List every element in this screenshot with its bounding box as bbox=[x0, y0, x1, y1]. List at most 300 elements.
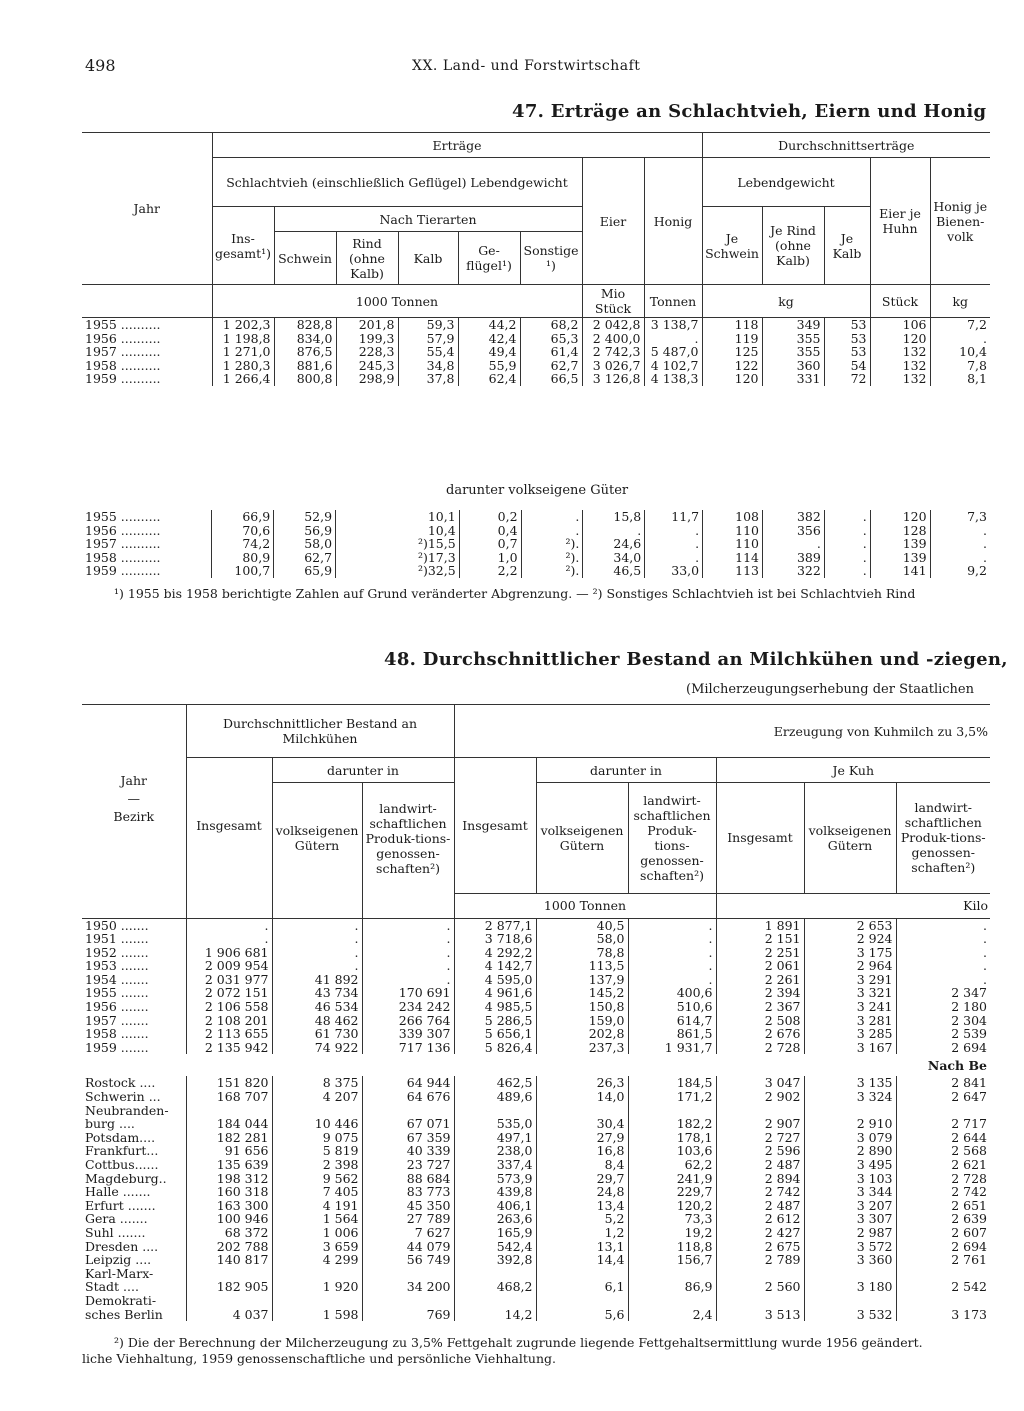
table-cell: 7,3 bbox=[930, 510, 990, 524]
table-cell: 110 bbox=[703, 524, 763, 538]
row-label: Magdeburg.. bbox=[85, 1170, 167, 1186]
table-cell: 3 173 bbox=[896, 1308, 990, 1322]
table-row bbox=[82, 973, 990, 987]
table-row bbox=[82, 1212, 990, 1226]
table-row bbox=[82, 1253, 990, 1267]
table-cell: 462,5 bbox=[454, 1076, 536, 1090]
table-cell: 1 266,4 bbox=[212, 372, 274, 386]
page-number: 498 bbox=[85, 56, 116, 75]
table-row bbox=[82, 1076, 990, 1090]
table-cell: 120 bbox=[870, 510, 930, 524]
table-cell: 170 691 bbox=[362, 986, 454, 1000]
table-cell: 439,8 bbox=[454, 1185, 536, 1199]
table-cell: 3 207 bbox=[804, 1199, 896, 1213]
row-label: 1955 .......... bbox=[85, 317, 161, 332]
table-cell: 2 106 558 bbox=[186, 1000, 272, 1014]
table-cell: 46,5 bbox=[583, 564, 645, 578]
table-cell: 61,4 bbox=[520, 345, 582, 359]
table-cell: 406,1 bbox=[454, 1199, 536, 1213]
table-cell: . bbox=[362, 946, 454, 960]
table-row bbox=[82, 1104, 990, 1118]
table-cell: . bbox=[896, 946, 990, 960]
table-cell bbox=[716, 1104, 804, 1118]
table-cell bbox=[272, 1267, 362, 1281]
table-cell: . bbox=[583, 524, 645, 538]
table-cell: 1 564 bbox=[272, 1212, 362, 1226]
unit-1000-tonnen-48: 1000 Tonnen bbox=[454, 893, 716, 918]
table-cell: . bbox=[645, 524, 703, 538]
table-cell bbox=[628, 1267, 716, 1281]
table-cell: ²)32,5 bbox=[336, 564, 460, 578]
table-cell: 182,2 bbox=[628, 1117, 716, 1131]
table-cell: 2 539 bbox=[896, 1027, 990, 1041]
table-row bbox=[82, 1041, 990, 1055]
table-cell: . bbox=[896, 973, 990, 987]
running-head: XX. Land- und Forstwirtschaft bbox=[412, 58, 641, 74]
table-cell: 2 151 bbox=[716, 932, 804, 946]
table-cell: 769 bbox=[362, 1308, 454, 1322]
table-cell: ²)17,3 bbox=[336, 551, 460, 565]
table-cell: 2 251 bbox=[716, 946, 804, 960]
table-47-volkseigen-body bbox=[82, 510, 990, 578]
table-cell: 3 572 bbox=[804, 1240, 896, 1254]
table-cell: 202 788 bbox=[186, 1240, 272, 1254]
table-row bbox=[82, 551, 990, 565]
group-erzeugung: Erzeugung von Kuhmilch zu 3,5% bbox=[454, 705, 990, 758]
table-cell: . bbox=[930, 332, 990, 346]
table-cell: 2 398 bbox=[272, 1158, 362, 1172]
table-cell: 15,8 bbox=[583, 510, 645, 524]
table-cell: 237,3 bbox=[536, 1041, 628, 1055]
table-cell: 100,7 bbox=[212, 564, 274, 578]
table-row bbox=[82, 1294, 990, 1308]
table-cell: 56,9 bbox=[274, 524, 336, 538]
table-cell: 49,4 bbox=[458, 345, 520, 359]
col-je-rind: Je Rind (ohne Kalb) bbox=[762, 207, 824, 285]
table-cell bbox=[454, 1267, 536, 1281]
table-cell: 717 136 bbox=[362, 1041, 454, 1055]
table-cell: . bbox=[272, 932, 362, 946]
table-cell: 78,8 bbox=[536, 946, 628, 960]
table-cell: 83 773 bbox=[362, 1185, 454, 1199]
table-cell bbox=[454, 1104, 536, 1118]
table-cell: 45 350 bbox=[362, 1199, 454, 1213]
group-erz-darunter: darunter in bbox=[536, 758, 716, 783]
table-cell: 140 817 bbox=[186, 1253, 272, 1267]
table-cell: 113 bbox=[703, 564, 763, 578]
table-cell: . bbox=[272, 918, 362, 932]
table-cell: 489,6 bbox=[454, 1090, 536, 1104]
table-cell: 56 749 bbox=[362, 1253, 454, 1267]
table-cell: . bbox=[930, 551, 990, 565]
table-cell: 3 079 bbox=[804, 1131, 896, 1145]
table-cell: 4 207 bbox=[272, 1090, 362, 1104]
col-eier-je-huhn: Eier je Huhn bbox=[870, 158, 930, 285]
table-cell: 70,6 bbox=[212, 524, 274, 538]
table-row bbox=[82, 372, 990, 386]
table-cell: 3 307 bbox=[804, 1212, 896, 1226]
table-cell: 2 890 bbox=[804, 1144, 896, 1158]
table-row bbox=[82, 1144, 990, 1158]
unit-kg-honig: kg bbox=[930, 285, 990, 318]
table-cell bbox=[896, 1294, 990, 1308]
table-row bbox=[82, 1267, 990, 1281]
row-label: 1952 ....... bbox=[85, 944, 149, 960]
table-cell: 3 180 bbox=[804, 1280, 896, 1294]
table-cell: 238,0 bbox=[454, 1144, 536, 1158]
table-cell: 113,5 bbox=[536, 959, 628, 973]
footnote-48-1: ²) Die der Berechnung der Milcherzeugung zu 3,5% Fettgehalt zugrunde liegende Fettgehaltsermittlung wurde 1956 geändert. bbox=[114, 1335, 923, 1350]
col-erz-insgesamt: Insgesamt bbox=[454, 758, 536, 894]
table-cell: 5,6 bbox=[536, 1308, 628, 1322]
table-cell: 3 659 bbox=[272, 1240, 362, 1254]
table-cell: 614,7 bbox=[628, 1014, 716, 1028]
table-47 bbox=[82, 132, 990, 386]
table-cell: 11,7 bbox=[645, 510, 703, 524]
table-cell: 182 281 bbox=[186, 1131, 272, 1145]
table-cell: 137,9 bbox=[536, 973, 628, 987]
table-cell: 7 627 bbox=[362, 1226, 454, 1240]
table-cell: . bbox=[824, 510, 870, 524]
table-cell: 1 931,7 bbox=[628, 1041, 716, 1055]
group-bestand: Durchschnittlicher Bestand an Milchkühen bbox=[186, 705, 454, 758]
row-label: 1955 .......... bbox=[85, 509, 161, 524]
table-cell: 3 135 bbox=[804, 1076, 896, 1090]
table-cell: 2 621 bbox=[896, 1158, 990, 1172]
table-cell: . bbox=[762, 537, 824, 551]
table-row bbox=[82, 510, 990, 524]
table-cell: . bbox=[272, 959, 362, 973]
table-cell: 3 495 bbox=[804, 1158, 896, 1172]
table-cell: 4 961,6 bbox=[454, 986, 536, 1000]
col-bestand-volkseigen: volkseigenen Gütern bbox=[272, 783, 362, 894]
table-cell: 2 894 bbox=[716, 1172, 804, 1186]
table-cell: 34 200 bbox=[362, 1280, 454, 1294]
table-cell: 62,2 bbox=[628, 1158, 716, 1172]
table-cell: . bbox=[644, 332, 702, 346]
col-je-schwein: Je Schwein bbox=[702, 207, 762, 285]
table-cell: 44,2 bbox=[458, 318, 520, 332]
row-label: Rostock .... bbox=[85, 1075, 156, 1091]
table-cell: 13,1 bbox=[536, 1240, 628, 1254]
col-schwein: Schwein bbox=[274, 232, 336, 285]
table-cell: 10,4 bbox=[930, 345, 990, 359]
row-label: Potsdam.... bbox=[85, 1129, 156, 1145]
row-label: Dresden .... bbox=[85, 1238, 159, 1254]
table-row bbox=[82, 1280, 990, 1294]
table-row bbox=[82, 332, 990, 346]
table-cell: 331 bbox=[762, 372, 824, 386]
table-cell: 2 108 201 bbox=[186, 1014, 272, 1028]
row-label: 1959 .......... bbox=[85, 563, 161, 579]
table-cell: 0,2 bbox=[459, 510, 521, 524]
row-label: Suhl ....... bbox=[85, 1224, 146, 1240]
group-lebendgewicht: Lebendgewicht bbox=[702, 158, 870, 207]
table-cell: 103,6 bbox=[628, 1144, 716, 1158]
table-cell: 3 103 bbox=[804, 1172, 896, 1186]
table-cell: ²)15,5 bbox=[336, 537, 460, 551]
table-cell: 2 651 bbox=[896, 1199, 990, 1213]
table-cell: 128 bbox=[870, 524, 930, 538]
table-cell: 0,7 bbox=[459, 537, 521, 551]
table-cell: 229,7 bbox=[628, 1185, 716, 1199]
footnote-48-2: liche Viehhaltung, 1959 genossenschaftliche und persönliche Viehhaltung. bbox=[82, 1351, 556, 1366]
table-cell: 2 542 bbox=[896, 1280, 990, 1294]
col-kuh-insgesamt: Insgesamt bbox=[716, 783, 804, 894]
table-cell: 1 906 681 bbox=[186, 946, 272, 960]
row-label: Erfurt ....... bbox=[85, 1197, 156, 1213]
table-cell: 322 bbox=[762, 564, 824, 578]
table-cell: 468,2 bbox=[454, 1280, 536, 1294]
volkseigen-label: darunter volkseigene Güter bbox=[446, 483, 629, 498]
table-cell: 1 598 bbox=[272, 1308, 362, 1322]
table-cell: 43 734 bbox=[272, 986, 362, 1000]
table-cell: 4 138,3 bbox=[644, 372, 702, 386]
table-cell: . bbox=[362, 932, 454, 946]
table-cell: 118,8 bbox=[628, 1240, 716, 1254]
table-cell: . bbox=[930, 524, 990, 538]
table-cell bbox=[362, 1104, 454, 1118]
table-cell: 2 568 bbox=[896, 1144, 990, 1158]
table-row bbox=[82, 1308, 990, 1322]
table-cell: . bbox=[362, 918, 454, 932]
table-cell: . bbox=[628, 932, 716, 946]
table-cell: 34,8 bbox=[398, 359, 458, 373]
table-cell: 3 138,7 bbox=[644, 318, 702, 332]
table-cell: 5 826,4 bbox=[454, 1041, 536, 1055]
table-cell: 67 359 bbox=[362, 1131, 454, 1145]
table-cell: 4 037 bbox=[186, 1308, 272, 1322]
table-cell: 86,9 bbox=[628, 1280, 716, 1294]
table-cell: 3 344 bbox=[804, 1185, 896, 1199]
row-label: 1956 .......... bbox=[85, 522, 161, 538]
col-kuh-volkseigen: volkseigenen Gütern bbox=[804, 783, 896, 894]
table-cell: . bbox=[896, 932, 990, 946]
table-cell: 800,8 bbox=[274, 372, 336, 386]
group-durchschnitt: Durchschnittserträge bbox=[702, 133, 990, 158]
table-cell: 881,6 bbox=[274, 359, 336, 373]
table-cell: 2 061 bbox=[716, 959, 804, 973]
table-cell: 2 987 bbox=[804, 1226, 896, 1240]
table-cell: 2 647 bbox=[896, 1090, 990, 1104]
table-cell: 40,5 bbox=[536, 918, 628, 932]
table-cell: 2 560 bbox=[716, 1280, 804, 1294]
row-label: Halle ....... bbox=[85, 1184, 151, 1200]
table-cell: 37,8 bbox=[398, 372, 458, 386]
row-label: Frankfurt... bbox=[85, 1143, 159, 1159]
table-cell: 2 694 bbox=[896, 1041, 990, 1055]
unit-tonnen: Tonnen bbox=[644, 285, 702, 318]
table-cell: 5 656,1 bbox=[454, 1027, 536, 1041]
table-cell: 30,4 bbox=[536, 1117, 628, 1131]
table-cell: 65,9 bbox=[274, 564, 336, 578]
table-cell: 168 707 bbox=[186, 1090, 272, 1104]
table-cell: 120 bbox=[870, 332, 930, 346]
table-cell: 74 922 bbox=[272, 1041, 362, 1055]
table-cell: 9 562 bbox=[272, 1172, 362, 1186]
table-row bbox=[82, 1172, 990, 1186]
row-label: 1958 .......... bbox=[85, 549, 161, 565]
table-cell: 5,2 bbox=[536, 1212, 628, 1226]
col-erz-lpg: landwirt-schaftlichen Produk-tions-genossen-schaften²) bbox=[628, 783, 716, 894]
table-cell: 2 612 bbox=[716, 1212, 804, 1226]
table-cell: . bbox=[628, 946, 716, 960]
table-cell: 2 742,3 bbox=[582, 345, 644, 359]
table-cell: 132 bbox=[870, 359, 930, 373]
table-cell: 228,3 bbox=[336, 345, 398, 359]
row-label: 1959 .......... bbox=[85, 371, 161, 387]
table-cell: 54 bbox=[824, 359, 870, 373]
table-cell: 184 044 bbox=[186, 1117, 272, 1131]
table-cell: 4 102,7 bbox=[644, 359, 702, 373]
table-cell: 3 532 bbox=[804, 1308, 896, 1322]
row-label: 1958 ....... bbox=[85, 1026, 149, 1042]
row-label: burg .... bbox=[85, 1116, 135, 1132]
table-cell: . bbox=[628, 973, 716, 987]
table-cell: 171,2 bbox=[628, 1090, 716, 1104]
table-row bbox=[82, 1199, 990, 1213]
table-cell: 4 142,7 bbox=[454, 959, 536, 973]
table-row bbox=[82, 1185, 990, 1199]
table-cell: 27,9 bbox=[536, 1131, 628, 1145]
table-cell: 64 944 bbox=[362, 1076, 454, 1090]
table-cell: 24,6 bbox=[583, 537, 645, 551]
table-cell: 400,6 bbox=[628, 986, 716, 1000]
table-47-title: 47. Erträge an Schlachtvieh, Eiern und Honig bbox=[512, 101, 987, 122]
table-cell: 68 372 bbox=[186, 1226, 272, 1240]
table-cell: 2 180 bbox=[896, 1000, 990, 1014]
table-cell: 3 360 bbox=[804, 1253, 896, 1267]
table-cell: 14,2 bbox=[454, 1308, 536, 1322]
table-cell: 118 bbox=[702, 318, 762, 332]
col-erz-volkseigen: volkseigenen Gütern bbox=[536, 783, 628, 894]
table-cell: 2 694 bbox=[896, 1240, 990, 1254]
table-cell: 266 764 bbox=[362, 1014, 454, 1028]
table-row bbox=[82, 345, 990, 359]
table-row bbox=[82, 959, 990, 973]
table-cell: 2 304 bbox=[896, 1014, 990, 1028]
table-48-subtitle: (Milcherzeugungserhebung der Staatlichen bbox=[686, 682, 974, 697]
table-cell: 510,6 bbox=[628, 1000, 716, 1014]
table-cell: ²). bbox=[521, 551, 583, 565]
table-cell: 68,2 bbox=[520, 318, 582, 332]
table-cell: 241,9 bbox=[628, 1172, 716, 1186]
col-eier: Eier bbox=[582, 158, 644, 285]
table-cell: 7,2 bbox=[930, 318, 990, 332]
table-cell: 1 202,3 bbox=[212, 318, 274, 332]
table-cell: 5 286,5 bbox=[454, 1014, 536, 1028]
table-48-body bbox=[82, 918, 990, 1321]
table-cell: 163 300 bbox=[186, 1199, 272, 1213]
col-rind: Rind (ohne Kalb) bbox=[336, 232, 398, 285]
table-cell: 3 167 bbox=[804, 1041, 896, 1055]
table-cell: 178,1 bbox=[628, 1131, 716, 1145]
table-cell: 834,0 bbox=[274, 332, 336, 346]
table-cell: 34,0 bbox=[583, 551, 645, 565]
table-cell: 4 299 bbox=[272, 1253, 362, 1267]
table-cell: 3 718,6 bbox=[454, 932, 536, 946]
table-cell: 23 727 bbox=[362, 1158, 454, 1172]
table-cell: 2 924 bbox=[804, 932, 896, 946]
table-cell: 53 bbox=[824, 332, 870, 346]
table-cell bbox=[272, 1104, 362, 1118]
col-bestand-insgesamt: Insgesamt bbox=[186, 758, 272, 894]
row-label: 1957 ....... bbox=[85, 1012, 149, 1028]
table-cell: 1 280,3 bbox=[212, 359, 274, 373]
table-cell: 2 596 bbox=[716, 1144, 804, 1158]
table-cell: 3 321 bbox=[804, 986, 896, 1000]
table-cell: . bbox=[896, 959, 990, 973]
table-row bbox=[82, 564, 990, 578]
table-cell: 141 bbox=[870, 564, 930, 578]
table-cell: 3 175 bbox=[804, 946, 896, 960]
table-cell: . bbox=[824, 537, 870, 551]
table-cell: 199,3 bbox=[336, 332, 398, 346]
table-cell: 5 819 bbox=[272, 1144, 362, 1158]
row-label: 1955 ....... bbox=[85, 985, 149, 1001]
table-cell: 2 676 bbox=[716, 1027, 804, 1041]
group-nach-tierarten: Nach Tierarten bbox=[274, 207, 582, 232]
row-label: Cottbus...... bbox=[85, 1157, 159, 1172]
col-sonstige: Sonstige ¹) bbox=[520, 232, 582, 285]
table-cell: 42,4 bbox=[458, 332, 520, 346]
table-cell: 14,4 bbox=[536, 1253, 628, 1267]
row-label: Stadt .... bbox=[85, 1279, 139, 1295]
row-label: 1957 .......... bbox=[85, 536, 161, 552]
table-cell: 2,2 bbox=[459, 564, 521, 578]
row-label: 1950 ....... bbox=[85, 917, 149, 933]
table-cell: 349 bbox=[762, 318, 824, 332]
table-cell: 2 910 bbox=[804, 1117, 896, 1131]
table-cell: . bbox=[824, 564, 870, 578]
table-cell: 14,0 bbox=[536, 1090, 628, 1104]
table-cell: 159,0 bbox=[536, 1014, 628, 1028]
table-cell: . bbox=[521, 524, 583, 538]
table-cell: 245,3 bbox=[336, 359, 398, 373]
table-cell: 3 324 bbox=[804, 1090, 896, 1104]
table-cell: 57,9 bbox=[398, 332, 458, 346]
table-cell: 165,9 bbox=[454, 1226, 536, 1240]
table-cell: 8,4 bbox=[536, 1158, 628, 1172]
table-cell: 125 bbox=[702, 345, 762, 359]
table-cell: 360 bbox=[762, 359, 824, 373]
table-cell: . bbox=[824, 524, 870, 538]
table-cell: 13,4 bbox=[536, 1199, 628, 1213]
label-dash: — bbox=[127, 791, 140, 806]
table-cell: 3 126,8 bbox=[582, 372, 644, 386]
row-label: 1958 .......... bbox=[85, 357, 161, 373]
table-cell: 9,2 bbox=[930, 564, 990, 578]
table-cell: 0,4 bbox=[459, 524, 521, 538]
row-label: Demokrati- bbox=[85, 1292, 157, 1308]
table-cell: 355 bbox=[762, 332, 824, 346]
row-label: 1959 ....... bbox=[85, 1039, 149, 1055]
table-row bbox=[82, 318, 990, 332]
table-cell: 52,9 bbox=[274, 510, 336, 524]
table-cell: 3 281 bbox=[804, 1014, 896, 1028]
table-cell: . bbox=[628, 959, 716, 973]
table-cell: . bbox=[521, 510, 583, 524]
table-cell: 29,7 bbox=[536, 1172, 628, 1186]
table-cell bbox=[186, 1267, 272, 1281]
table-cell: 33,0 bbox=[645, 564, 703, 578]
table-row bbox=[82, 524, 990, 538]
table-cell: . bbox=[362, 973, 454, 987]
table-cell: 2 964 bbox=[804, 959, 896, 973]
table-cell: 135 639 bbox=[186, 1158, 272, 1172]
row-label: 1956 ....... bbox=[85, 999, 149, 1015]
table-cell: . bbox=[362, 959, 454, 973]
